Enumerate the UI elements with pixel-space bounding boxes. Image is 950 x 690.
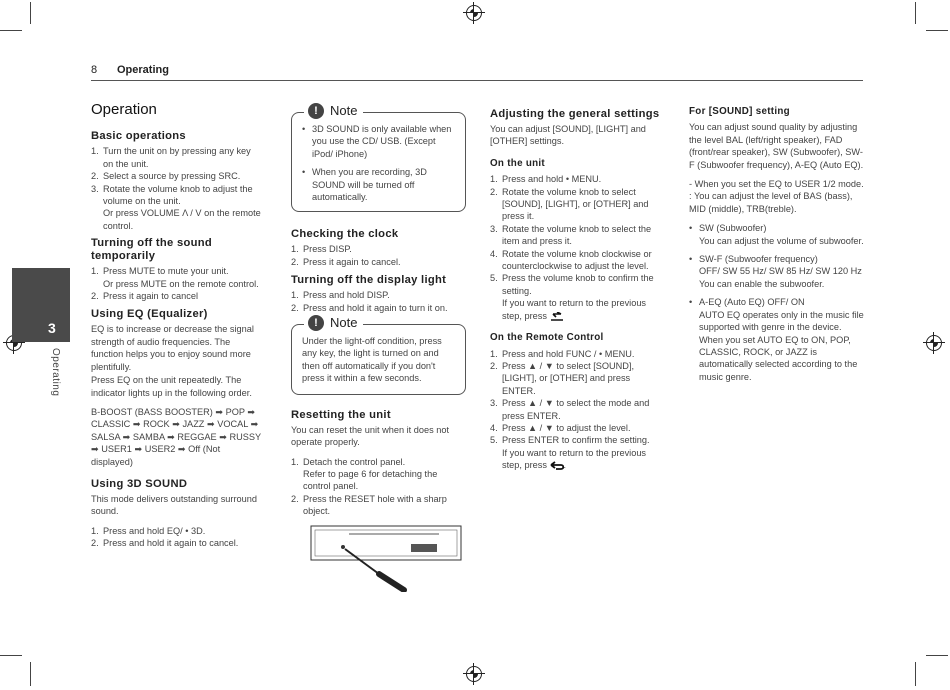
return-icon (550, 312, 564, 321)
paragraph: This mode delivers outstanding surround sound. (91, 493, 257, 517)
note-title: Note (330, 314, 358, 330)
column-3 (490, 100, 665, 472)
heading-on-the-unit: On the unit (490, 157, 545, 169)
heading-general-settings: Adjusting the general settings (490, 108, 660, 120)
paragraph: You can reset the unit when it does not operate properly. (291, 424, 449, 448)
list-item: Or press VOLUME Λ / V on the remote control. (103, 208, 261, 231)
list-item: 4. Press ▲ / ▼ to adjust the level. (490, 422, 631, 433)
list-item: 2. Select a source by pressing SRC. (91, 171, 241, 182)
list-item: 2. Press the RESET hole with a sharp object. (291, 493, 447, 517)
list-item: 1. Press and hold EQ/ • 3D. (91, 525, 206, 536)
page-number: 8 (91, 64, 98, 76)
paragraph: EQ is to increase or decrease the signal strength of audio frequencies. The function helps you to enjoy sound more plentifully. (91, 324, 254, 372)
chapter-label: Operating (50, 348, 61, 397)
list-item: 5. Press the volume knob to confirm the setting. (490, 273, 654, 296)
list-item: • When you are recording, 3D SOUND will be turned off automatically. (302, 166, 457, 203)
heading-checking-clock: Checking the clock (291, 228, 399, 241)
page-title: Operation (91, 101, 157, 118)
list-item: 1. Press and hold • MENU. (490, 174, 602, 185)
crop-mark (0, 655, 22, 656)
list-item: • A-EQ (Auto EQ) OFF/ ON AUTO EQ operates only in the music file supported with genre in the device. When you set AUTO EQ to ON, POP, CLASSIC, ROCK, or JAZZ is automatically selected according to the music genre. (689, 296, 865, 383)
crop-mark (915, 662, 916, 686)
heading-turning-off-sound: Turning off the sound temporarily (91, 237, 213, 263)
column-1 (91, 100, 263, 550)
list-item: If you want to return to the previous step, press . (502, 447, 647, 471)
list-item: 3. Rotate the volume knob to adjust the volume on the unit. (91, 183, 253, 207)
list-item: 2. Press it again to cancel (91, 291, 198, 302)
chapter-number: 3 (48, 320, 56, 336)
registration-mark-icon (466, 666, 482, 682)
list-item: 2. Press it again to cancel. (291, 256, 401, 267)
list-item: 2. Rotate the volume knob to select [SOUND], [LIGHT], or [OTHER] and press it. (490, 186, 649, 222)
back-arrow-icon (550, 461, 564, 470)
list-item: If you want to return to the previous step, press (502, 298, 647, 321)
section-title: Operating (117, 64, 169, 76)
column-2 (291, 100, 466, 592)
note-box (291, 314, 466, 395)
registration-mark-icon (466, 5, 482, 21)
list-item: • SW-F (Subwoofer frequency) OFF/ SW 55 Hz/ SW 85 Hz/ SW 120 Hz You can enable the subwoofer. (689, 253, 865, 290)
eq-order-text: B-BOOST (BASS BOOSTER) ➡ POP ➡ CLASSIC ➡ ROCK ➡ JAZZ ➡ VOCAL ➡ SALSA ➡ SAMBA ➡ REGGAE ➡ RUSSY ➡ USER1 ➡ USER2 ➡ Off (Not displayed) (91, 406, 261, 467)
crop-mark (926, 655, 948, 656)
crop-mark (0, 30, 22, 31)
heading-display-light: Turning off the display light (291, 274, 447, 287)
list-item: 4. Rotate the volume knob clockwise or counterclockwise to adjust the level. (490, 248, 652, 272)
heading-on-remote-control: On the Remote Control (490, 332, 604, 344)
list-item: • 3D SOUND is only available when you use the CD/ USB. (Except iPod/ iPhone) (302, 123, 457, 160)
exclamation-icon: ! (308, 315, 324, 331)
heading-resetting-unit: Resetting the unit (291, 408, 391, 421)
list-item: 3. Rotate the volume knob to select the item and press it. (490, 223, 652, 247)
paragraph: You can adjust [SOUND], [LIGHT] and [OTHER] settings. (490, 124, 646, 147)
paragraph: Press EQ on the unit repeatedly. The indicator lights up in the following order. (91, 375, 252, 398)
list-item: 2. Press and hold it again to turn it on. (291, 302, 448, 313)
list-item: 1. Detach the control panel. (291, 456, 406, 467)
crop-mark (926, 30, 948, 31)
list-item: 5. Press ENTER to confirm the setting. (490, 435, 650, 446)
crop-mark (30, 2, 31, 24)
note-box (291, 102, 466, 212)
heading-using-3d-sound: Using 3D SOUND (91, 477, 188, 490)
column-4 (689, 100, 865, 389)
heading-sound-setting: For [SOUND] setting (689, 106, 790, 117)
list-item: 1. Press and hold DISP. (291, 290, 390, 301)
registration-mark-icon (926, 335, 942, 351)
chapter-tab (12, 268, 70, 342)
paragraph: You can adjust sound quality by adjusting the level BAL (left/right speaker), FAD (front/rear speaker), SW (Subwoofer), SW-F (Subwoofer frequency), A-EQ (Auto EQ). (689, 122, 864, 170)
exclamation-icon: ! (308, 103, 324, 119)
list-item: 3. Press ▲ / ▼ to select the mode and press ENTER. (490, 398, 650, 421)
note-text: Under the light-off condition, press any key, the light is turned on and then off automatically if you don't press it within a few seconds. (302, 336, 442, 384)
list-item: 1. Press and hold FUNC / • MENU. (490, 348, 635, 359)
heading-basic-operations: Basic operations (91, 130, 186, 143)
list-item: • SW (Subwoofer) You can adjust the volume of subwoofer. (689, 222, 865, 247)
list-item: 2. Press and hold it again to cancel. (91, 538, 239, 549)
header-divider (91, 80, 863, 81)
reset-illustration (309, 522, 479, 592)
list-item: Refer to page 6 for detaching the control panel. (303, 468, 438, 492)
heading-using-eq: Using EQ (Equalizer) (91, 308, 208, 321)
list-item: 1. Turn the unit on by pressing any key on the unit. (91, 146, 251, 169)
list-item: 2. Press ▲ / ▼ to select [SOUND], [LIGHT], or [OTHER] and press ENTER. (490, 360, 635, 396)
crop-mark (30, 662, 31, 686)
list-item: 1. Press MUTE to mute your unit. (91, 266, 229, 277)
list-item: Or press MUTE on the remote control. (103, 278, 259, 289)
crop-mark (915, 2, 916, 24)
note-title: Note (330, 102, 358, 118)
list-item: 1. Press DISP. (291, 244, 352, 255)
paragraph: - When you set the EQ to USER 1/2 mode. : You can adjust the level of BAS (bass), MID (middle), TRB(treble). (689, 179, 864, 214)
